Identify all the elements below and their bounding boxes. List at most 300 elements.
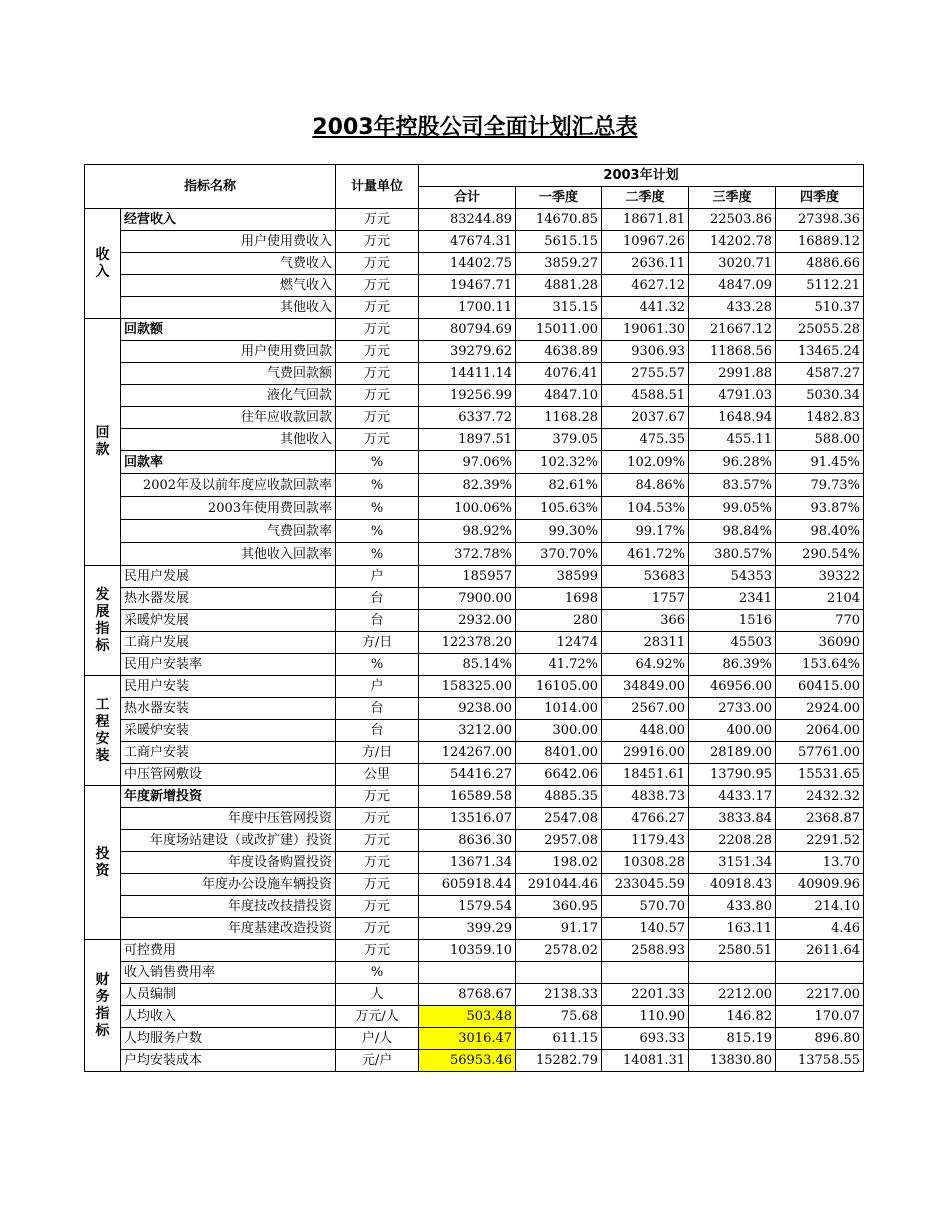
q3-cell: 96.28% <box>689 451 776 474</box>
q1-cell: 38599 <box>516 566 602 588</box>
total-cell: 98.92% <box>419 520 516 543</box>
total-cell: 97.06% <box>419 451 516 474</box>
table-row <box>85 808 864 830</box>
q4-cell: 15531.65 <box>776 764 864 786</box>
table-row <box>85 319 864 341</box>
section-category-label: 财务指标 <box>95 971 110 1039</box>
q3-cell: 11868.56 <box>689 341 776 363</box>
indicator-name: 气费回款额 <box>121 363 336 385</box>
unit-cell: 万元 <box>336 786 419 808</box>
q3-cell: 3151.34 <box>689 852 776 874</box>
q3-cell: 13790.95 <box>689 764 776 786</box>
table-row <box>85 385 864 407</box>
unit-cell: 台 <box>336 588 419 610</box>
q4-cell: 2368.87 <box>776 808 864 830</box>
indicator-name: 人均收入 <box>121 1006 336 1028</box>
q3-cell: 28189.00 <box>689 742 776 764</box>
q4-cell: 2924.00 <box>776 698 864 720</box>
q1-cell: 75.68 <box>516 1006 602 1028</box>
q3-cell: 46956.00 <box>689 676 776 698</box>
table-row <box>85 720 864 742</box>
q4-cell: 60415.00 <box>776 676 864 698</box>
total-cell: 14402.75 <box>419 253 516 275</box>
q4-cell: 27398.36 <box>776 209 864 231</box>
q4-cell: 13465.24 <box>776 341 864 363</box>
table-row <box>85 497 864 520</box>
plan-summary-table <box>84 164 864 1072</box>
total-cell: 56953.46 <box>419 1050 516 1072</box>
table-row <box>85 451 864 474</box>
indicator-name: 其他收入 <box>121 297 336 319</box>
q3-cell: 13830.80 <box>689 1050 776 1072</box>
q3-cell: 45503 <box>689 632 776 654</box>
table-row <box>85 610 864 632</box>
q1-cell: 14670.85 <box>516 209 602 231</box>
section-category <box>85 209 121 319</box>
indicator-name: 中压管网敷设 <box>121 764 336 786</box>
q2-cell: 693.33 <box>602 1028 689 1050</box>
table-row <box>85 231 864 253</box>
q4-cell: 40909.96 <box>776 874 864 896</box>
unit-cell: 万元 <box>336 429 419 451</box>
q1-cell: 41.72% <box>516 654 602 676</box>
indicator-name: 采暖炉安装 <box>121 720 336 742</box>
unit-cell: % <box>336 497 419 520</box>
q1-cell: 2547.08 <box>516 808 602 830</box>
indicator-name: 2003年使用费回款率 <box>121 497 336 520</box>
table-row <box>85 543 864 566</box>
q2-cell: 2636.11 <box>602 253 689 275</box>
q3-cell: 2580.51 <box>689 940 776 962</box>
unit-cell: 万元 <box>336 830 419 852</box>
total-cell: 80794.69 <box>419 319 516 341</box>
indicator-name: 液化气回款 <box>121 385 336 407</box>
header-plan-group: 2003年计划 <box>419 165 864 187</box>
table-row <box>85 520 864 543</box>
unit-cell: 万元 <box>336 918 419 940</box>
q1-cell: 4881.28 <box>516 275 602 297</box>
indicator-name: 可控费用 <box>121 940 336 962</box>
q1-cell: 16105.00 <box>516 676 602 698</box>
page-title: 2003年控股公司全面计划汇总表 <box>312 115 638 140</box>
q1-cell: 4847.10 <box>516 385 602 407</box>
q4-cell: 290.54% <box>776 543 864 566</box>
unit-cell: 万元 <box>336 808 419 830</box>
q2-cell: 99.17% <box>602 520 689 543</box>
table-row <box>85 407 864 429</box>
indicator-name: 年度设备购置投资 <box>121 852 336 874</box>
q1-cell: 3859.27 <box>516 253 602 275</box>
q4-cell: 36090 <box>776 632 864 654</box>
table-row <box>85 962 864 984</box>
unit-cell: 万元 <box>336 385 419 407</box>
q1-cell: 280 <box>516 610 602 632</box>
q1-cell: 5615.15 <box>516 231 602 253</box>
table-row <box>85 786 864 808</box>
indicator-name: 民用户发展 <box>121 566 336 588</box>
q2-cell: 2588.93 <box>602 940 689 962</box>
q2-cell: 4588.51 <box>602 385 689 407</box>
q2-cell: 102.09% <box>602 451 689 474</box>
total-cell: 39279.62 <box>419 341 516 363</box>
section-category <box>85 786 121 940</box>
q1-cell: 360.95 <box>516 896 602 918</box>
q1-cell: 4076.41 <box>516 363 602 385</box>
q3-cell: 54353 <box>689 566 776 588</box>
table-row <box>85 566 864 588</box>
q2-cell: 18451.61 <box>602 764 689 786</box>
q1-cell: 2957.08 <box>516 830 602 852</box>
indicator-name: 热水器安装 <box>121 698 336 720</box>
indicator-name: 燃气收入 <box>121 275 336 297</box>
q3-cell: 146.82 <box>689 1006 776 1028</box>
q4-cell: 2064.00 <box>776 720 864 742</box>
indicator-name: 工商户发展 <box>121 632 336 654</box>
q4-cell: 2104 <box>776 588 864 610</box>
q3-cell: 400.00 <box>689 720 776 742</box>
q2-cell: 2201.33 <box>602 984 689 1006</box>
header-q2: 二季度 <box>602 187 689 209</box>
q2-cell: 34849.00 <box>602 676 689 698</box>
q4-cell: 588.00 <box>776 429 864 451</box>
q3-cell: 455.11 <box>689 429 776 451</box>
q3-cell: 2341 <box>689 588 776 610</box>
total-cell: 85.14% <box>419 654 516 676</box>
indicator-name: 经营收入 <box>121 209 336 231</box>
indicator-name: 采暖炉发展 <box>121 610 336 632</box>
unit-cell: 万元 <box>336 407 419 429</box>
total-cell: 14411.14 <box>419 363 516 385</box>
table-body <box>85 209 864 1072</box>
q1-cell: 82.61% <box>516 474 602 497</box>
indicator-name: 工商户安装 <box>121 742 336 764</box>
table-row <box>85 429 864 451</box>
q3-cell: 2208.28 <box>689 830 776 852</box>
header-q4: 四季度 <box>776 187 864 209</box>
unit-cell: 万元 <box>336 363 419 385</box>
indicator-name: 年度中压管网投资 <box>121 808 336 830</box>
table-row <box>85 632 864 654</box>
q4-cell: 170.07 <box>776 1006 864 1028</box>
q1-cell: 102.32% <box>516 451 602 474</box>
q4-cell: 4587.27 <box>776 363 864 385</box>
unit-cell: 万元/人 <box>336 1006 419 1028</box>
q4-cell: 510.37 <box>776 297 864 319</box>
total-cell: 7900.00 <box>419 588 516 610</box>
table-row <box>85 1028 864 1050</box>
q3-cell: 163.11 <box>689 918 776 940</box>
total-cell: 83244.89 <box>419 209 516 231</box>
q2-cell: 1179.43 <box>602 830 689 852</box>
q1-cell: 379.05 <box>516 429 602 451</box>
indicator-name: 用户使用费收入 <box>121 231 336 253</box>
unit-cell: 万元 <box>336 940 419 962</box>
q1-cell: 15282.79 <box>516 1050 602 1072</box>
q2-cell: 140.57 <box>602 918 689 940</box>
total-cell: 47674.31 <box>419 231 516 253</box>
indicator-name: 户均安装成本 <box>121 1050 336 1072</box>
q1-cell: 1698 <box>516 588 602 610</box>
unit-cell: % <box>336 520 419 543</box>
total-cell: 100.06% <box>419 497 516 520</box>
total-cell: 372.78% <box>419 543 516 566</box>
q4-cell: 2611.64 <box>776 940 864 962</box>
indicator-name: 收入销售费用率 <box>121 962 336 984</box>
q2-cell: 4627.12 <box>602 275 689 297</box>
total-cell: 3016.47 <box>419 1028 516 1050</box>
table-row <box>85 363 864 385</box>
indicator-name: 回款率 <box>121 451 336 474</box>
total-cell: 3212.00 <box>419 720 516 742</box>
q3-cell: 22503.86 <box>689 209 776 231</box>
q2-cell <box>602 962 689 984</box>
table-row <box>85 984 864 1006</box>
indicator-name: 其他收入 <box>121 429 336 451</box>
q4-cell: 5030.34 <box>776 385 864 407</box>
table-row <box>85 474 864 497</box>
total-cell <box>419 962 516 984</box>
q1-cell: 291044.46 <box>516 874 602 896</box>
header-unit: 计量单位 <box>336 165 419 209</box>
q4-cell: 4886.66 <box>776 253 864 275</box>
indicator-name: 年度新增投资 <box>121 786 336 808</box>
table-row <box>85 253 864 275</box>
q2-cell: 10308.28 <box>602 852 689 874</box>
table-row <box>85 874 864 896</box>
q4-cell: 2291.52 <box>776 830 864 852</box>
q4-cell: 770 <box>776 610 864 632</box>
indicator-name: 人员编制 <box>121 984 336 1006</box>
table-row <box>85 676 864 698</box>
unit-cell: 万元 <box>336 297 419 319</box>
total-cell: 6337.72 <box>419 407 516 429</box>
unit-cell: 户 <box>336 676 419 698</box>
total-cell: 19256.99 <box>419 385 516 407</box>
q1-cell: 2578.02 <box>516 940 602 962</box>
table-row <box>85 297 864 319</box>
table-row <box>85 654 864 676</box>
q4-cell: 79.73% <box>776 474 864 497</box>
unit-cell: % <box>336 962 419 984</box>
indicator-name: 年度技改技措投资 <box>121 896 336 918</box>
q4-cell: 214.10 <box>776 896 864 918</box>
indicator-name: 年度场站建设（或改扩建）投资 <box>121 830 336 852</box>
q4-cell: 98.40% <box>776 520 864 543</box>
q2-cell: 441.32 <box>602 297 689 319</box>
q4-cell: 91.45% <box>776 451 864 474</box>
unit-cell: 台 <box>336 610 419 632</box>
header-q1: 一季度 <box>516 187 602 209</box>
q2-cell: 10967.26 <box>602 231 689 253</box>
q4-cell: 2432.32 <box>776 786 864 808</box>
q3-cell: 4847.09 <box>689 275 776 297</box>
q1-cell: 370.70% <box>516 543 602 566</box>
q2-cell: 475.35 <box>602 429 689 451</box>
q1-cell: 15011.00 <box>516 319 602 341</box>
indicator-name: 年度基建改造投资 <box>121 918 336 940</box>
q4-cell: 896.80 <box>776 1028 864 1050</box>
total-cell: 503.48 <box>419 1006 516 1028</box>
total-cell: 2932.00 <box>419 610 516 632</box>
unit-cell: 万元 <box>336 341 419 363</box>
q3-cell: 4433.17 <box>689 786 776 808</box>
section-category-label: 回款 <box>95 425 110 458</box>
unit-cell: 元/户 <box>336 1050 419 1072</box>
total-cell: 19467.71 <box>419 275 516 297</box>
q4-cell: 57761.00 <box>776 742 864 764</box>
q2-cell: 2755.57 <box>602 363 689 385</box>
total-cell: 605918.44 <box>419 874 516 896</box>
q4-cell: 2217.00 <box>776 984 864 1006</box>
total-cell: 8636.30 <box>419 830 516 852</box>
indicator-name: 回款额 <box>121 319 336 341</box>
q3-cell: 14202.78 <box>689 231 776 253</box>
total-cell: 9238.00 <box>419 698 516 720</box>
unit-cell: 台 <box>336 698 419 720</box>
unit-cell: 万元 <box>336 275 419 297</box>
q4-cell: 39322 <box>776 566 864 588</box>
table-row <box>85 341 864 363</box>
unit-cell: 万元 <box>336 231 419 253</box>
q2-cell: 4838.73 <box>602 786 689 808</box>
indicator-name: 往年应收款回款 <box>121 407 336 429</box>
q4-cell: 93.87% <box>776 497 864 520</box>
total-cell: 185957 <box>419 566 516 588</box>
unit-cell: 方/日 <box>336 632 419 654</box>
table-row <box>85 940 864 962</box>
q3-cell: 380.57% <box>689 543 776 566</box>
section-category <box>85 676 121 786</box>
total-cell: 13516.07 <box>419 808 516 830</box>
q2-cell: 53683 <box>602 566 689 588</box>
unit-cell: % <box>336 543 419 566</box>
q3-cell: 40918.43 <box>689 874 776 896</box>
unit-cell: % <box>336 654 419 676</box>
unit-cell: 人 <box>336 984 419 1006</box>
q2-cell: 64.92% <box>602 654 689 676</box>
table-row <box>85 588 864 610</box>
total-cell: 82.39% <box>419 474 516 497</box>
q1-cell: 198.02 <box>516 852 602 874</box>
total-cell: 158325.00 <box>419 676 516 698</box>
q3-cell: 98.84% <box>689 520 776 543</box>
total-cell: 1579.54 <box>419 896 516 918</box>
q4-cell: 4.46 <box>776 918 864 940</box>
q2-cell: 18671.81 <box>602 209 689 231</box>
table-row <box>85 764 864 786</box>
total-cell: 399.29 <box>419 918 516 940</box>
unit-cell: 方/日 <box>336 742 419 764</box>
q1-cell: 99.30% <box>516 520 602 543</box>
unit-cell: 万元 <box>336 209 419 231</box>
table-row <box>85 852 864 874</box>
q2-cell: 19061.30 <box>602 319 689 341</box>
q1-cell: 2138.33 <box>516 984 602 1006</box>
indicator-name: 气费收入 <box>121 253 336 275</box>
q3-cell: 3020.71 <box>689 253 776 275</box>
section-category <box>85 940 121 1072</box>
header-q3: 三季度 <box>689 187 776 209</box>
q4-cell: 5112.21 <box>776 275 864 297</box>
q3-cell: 1648.94 <box>689 407 776 429</box>
q4-cell: 13.70 <box>776 852 864 874</box>
q1-cell: 1014.00 <box>516 698 602 720</box>
section-category <box>85 566 121 676</box>
q2-cell: 84.86% <box>602 474 689 497</box>
q2-cell: 366 <box>602 610 689 632</box>
indicator-name: 人均服务户数 <box>121 1028 336 1050</box>
unit-cell: 台 <box>336 720 419 742</box>
q2-cell: 233045.59 <box>602 874 689 896</box>
unit-cell: 户 <box>336 566 419 588</box>
indicator-name: 气费回款率 <box>121 520 336 543</box>
q2-cell: 2037.67 <box>602 407 689 429</box>
total-cell: 54416.27 <box>419 764 516 786</box>
q2-cell: 14081.31 <box>602 1050 689 1072</box>
indicator-name: 2002年及以前年度应收款回款率 <box>121 474 336 497</box>
total-cell: 10359.10 <box>419 940 516 962</box>
q4-cell: 13758.55 <box>776 1050 864 1072</box>
unit-cell: 户/人 <box>336 1028 419 1050</box>
q4-cell: 25055.28 <box>776 319 864 341</box>
section-category-label: 投资 <box>95 845 110 879</box>
q4-cell <box>776 962 864 984</box>
indicator-name: 年度办公设施车辆投资 <box>121 874 336 896</box>
q1-cell: 91.17 <box>516 918 602 940</box>
indicator-name: 其他收入回款率 <box>121 543 336 566</box>
section-category-label: 收入 <box>95 246 110 280</box>
q3-cell: 21667.12 <box>689 319 776 341</box>
q1-cell: 105.63% <box>516 497 602 520</box>
q2-cell: 570.70 <box>602 896 689 918</box>
q2-cell: 448.00 <box>602 720 689 742</box>
q2-cell: 461.72% <box>602 543 689 566</box>
indicator-name: 民用户安装 <box>121 676 336 698</box>
q2-cell: 28311 <box>602 632 689 654</box>
section-category <box>85 319 121 566</box>
table-row <box>85 275 864 297</box>
q2-cell: 110.90 <box>602 1006 689 1028</box>
q1-cell: 8401.00 <box>516 742 602 764</box>
q3-cell: 433.28 <box>689 297 776 319</box>
indicator-name: 用户使用费回款 <box>121 341 336 363</box>
q2-cell: 104.53% <box>602 497 689 520</box>
table-row <box>85 1050 864 1072</box>
section-category-label: 工程安装 <box>95 696 110 764</box>
q3-cell <box>689 962 776 984</box>
unit-cell: 万元 <box>336 874 419 896</box>
q1-cell <box>516 962 602 984</box>
q3-cell: 83.57% <box>689 474 776 497</box>
q2-cell: 2567.00 <box>602 698 689 720</box>
q3-cell: 3833.84 <box>689 808 776 830</box>
q4-cell: 16889.12 <box>776 231 864 253</box>
header-total: 合计 <box>419 187 516 209</box>
table-row <box>85 742 864 764</box>
q1-cell: 4885.35 <box>516 786 602 808</box>
q3-cell: 1516 <box>689 610 776 632</box>
q2-cell: 4766.27 <box>602 808 689 830</box>
total-cell: 1897.51 <box>419 429 516 451</box>
q2-cell: 1757 <box>602 588 689 610</box>
unit-cell: 公里 <box>336 764 419 786</box>
unit-cell: 万元 <box>336 253 419 275</box>
q3-cell: 99.05% <box>689 497 776 520</box>
q1-cell: 4638.89 <box>516 341 602 363</box>
q1-cell: 611.15 <box>516 1028 602 1050</box>
section-category-label: 发展指标 <box>95 586 110 654</box>
q4-cell: 153.64% <box>776 654 864 676</box>
